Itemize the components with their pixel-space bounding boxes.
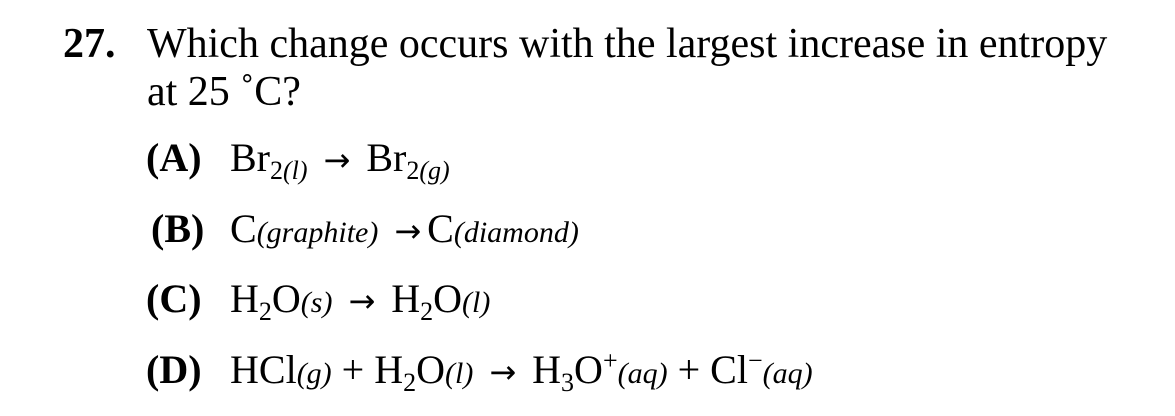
option-b-product: C xyxy=(427,206,454,251)
option-a-product-state: (g) xyxy=(419,156,450,185)
option-d-reactant-water-h: H xyxy=(374,347,404,392)
option-a-product-subscript: 2 xyxy=(406,156,420,185)
option-d-plus-products: + xyxy=(667,347,711,392)
option-c-letter: (C) xyxy=(146,276,202,321)
option-c-product-h: H xyxy=(391,276,421,321)
option-d-letter: (D) xyxy=(146,347,202,392)
option-a-letter: (A) xyxy=(146,135,202,180)
option-d-reactant-water-o: O xyxy=(416,347,446,392)
option-d-reactant-water-state: (l) xyxy=(445,357,474,390)
option-d-product-hydronium-subscript: 3 xyxy=(561,368,575,397)
option-d-product-hydronium-o: O xyxy=(574,347,603,392)
option-c-reactant-h: H xyxy=(230,276,259,321)
option-b[interactable] xyxy=(151,205,579,257)
option-a-product: Br xyxy=(366,135,407,180)
question-number: 27. xyxy=(63,21,116,67)
option-d-reactant-hcl: HCl xyxy=(230,347,297,392)
option-d-reactant-water-subscript: 2 xyxy=(403,368,417,397)
option-b-product-state: (diamond) xyxy=(453,216,579,249)
option-a-reactant-subscript: 2 xyxy=(270,156,283,185)
option-c-product-subscript: 2 xyxy=(420,297,434,326)
option-d-product-chloride: Cl xyxy=(710,347,748,392)
option-c-reactant-subscript: 2 xyxy=(258,297,272,326)
option-d-product-chloride-state: (aq) xyxy=(762,357,813,390)
option-b-letter: (B) xyxy=(151,206,205,251)
option-d[interactable] xyxy=(146,346,813,398)
option-c-product-o: O xyxy=(433,276,463,321)
option-c-arrow: → xyxy=(348,282,376,320)
option-d-plus-reactants: + xyxy=(331,347,375,392)
question-stem: Which change occurs with the largest increase in entropy at 25 ˚C? xyxy=(147,21,1108,115)
option-a[interactable] xyxy=(146,134,450,184)
option-a-reactant: Br xyxy=(230,135,270,180)
option-d-product-hydronium-state: (aq) xyxy=(617,357,668,390)
option-d-product-hydronium-charge: + xyxy=(602,346,618,375)
option-a-reactant-state: (l) xyxy=(283,156,308,185)
option-d-arrow: → xyxy=(489,353,517,391)
option-c-reactant-o: O xyxy=(271,276,301,321)
option-d-reactant-hcl-state: (g) xyxy=(296,357,332,390)
option-b-reactant-state: (graphite) xyxy=(256,216,379,249)
option-c-product-state: (l) xyxy=(462,286,491,319)
option-d-product-chloride-charge: − xyxy=(747,346,763,375)
option-b-arrow: → xyxy=(394,212,422,250)
option-b-reactant: C xyxy=(230,206,257,251)
option-c[interactable] xyxy=(146,275,490,327)
option-c-reactant-state: (s) xyxy=(300,286,333,319)
option-d-product-hydronium-h: H xyxy=(532,347,562,392)
option-a-arrow: → xyxy=(323,141,351,179)
